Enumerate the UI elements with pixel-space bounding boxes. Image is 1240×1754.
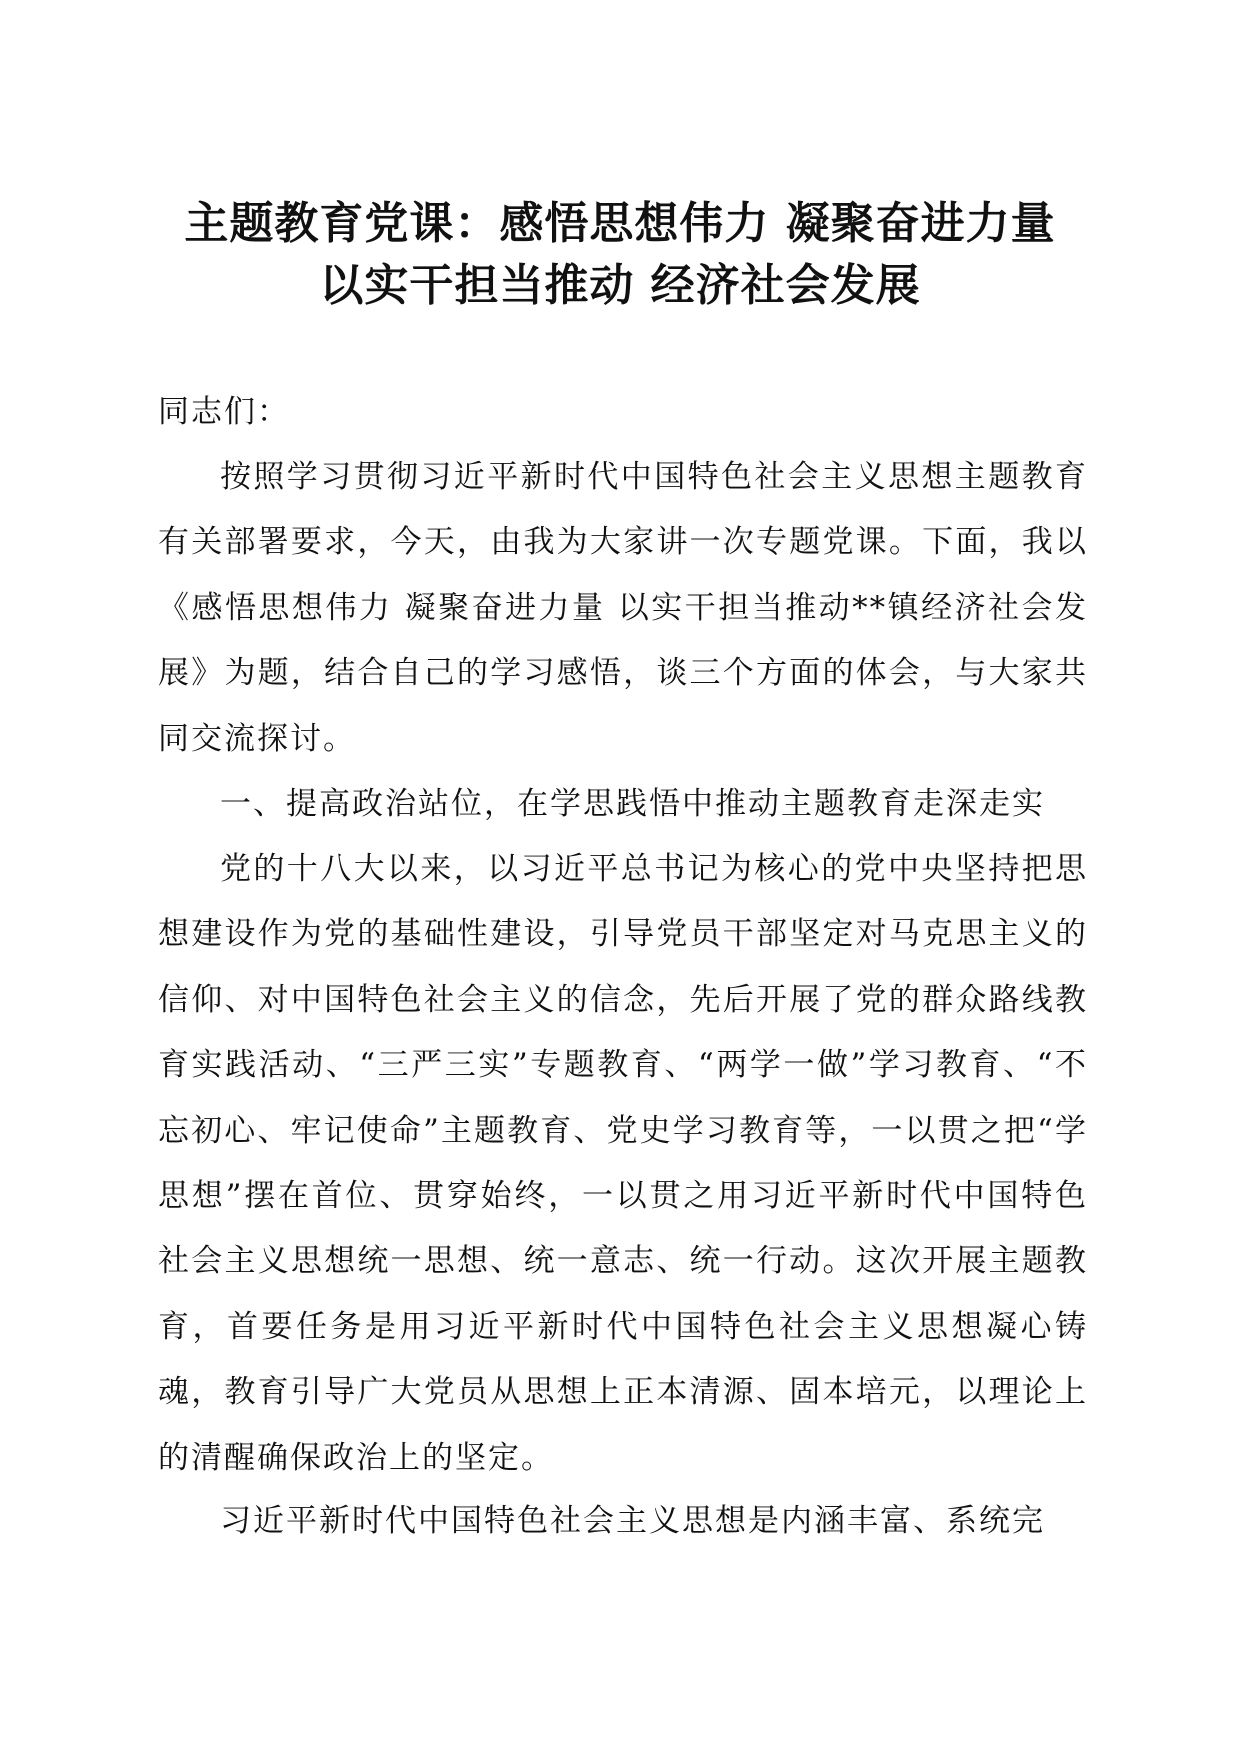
paragraph-intro: 按照学习贯彻习近平新时代中国特色社会主义思想主题教育有关部署要求，今天，由我为大家讲一次专题党课。下面，我以《感悟思想伟力 凝聚奋进力量 以实干担当推动**镇经济社会发展》为题，结合自己的学习感悟，谈三个方面的体会，与大家共同交流探讨。: [158, 459, 1088, 757]
section-heading-1: 一、提高政治站位，在学思践悟中推动主题教育走深走实: [220, 786, 1045, 822]
greeting: 同志们：: [158, 394, 290, 430]
document-title-line1: 主题教育党课：感悟思想伟力 凝聚奋进力量: [184, 198, 1056, 249]
paragraph-section1-body: 党的十八大以来，以习近平总书记为核心的党中央坚持把思想建设作为党的基础性建设，引导党员干部坚定对马克思主义的信仰、对中国特色社会主义的信念，先后开展了党的群众路线教育实践活动、“三严三实”专题教育、“两学一做”学习教育、“不忘初心、牢记使命”主题教育、党史学习教育等，一以贯之把“学思想”摆在首位、贯穿始终，一以贯之用习近平新时代中国特色社会主义思想统一思想、统一意志、统一行动。这次开展主题教育，首要任务是用习近平新时代中国特色社会主义思想凝心铸魂，教育引导广大党员从思想上正本清源、固本培元，以理论上的清醒确保政治上的坚定。: [158, 851, 1088, 1476]
paragraph-section1-continued: 习近平新时代中国特色社会主义思想是内涵丰富、系统完: [220, 1503, 1045, 1539]
document-title-line2: 以实干担当推动 经济社会发展: [319, 260, 921, 311]
